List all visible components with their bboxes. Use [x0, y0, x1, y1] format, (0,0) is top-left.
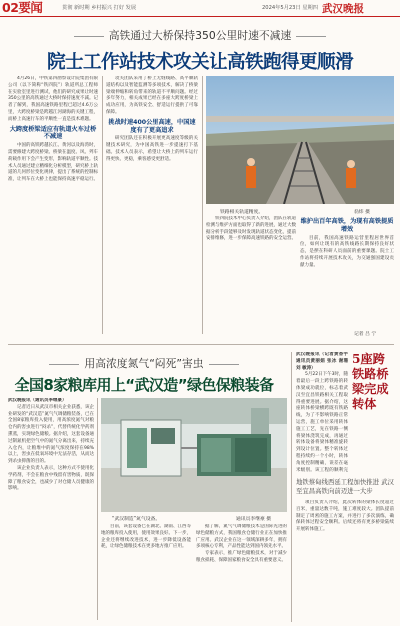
col-divider [97, 398, 98, 620]
story1-col3-text: 铁四院技术中心负责人介绍，团队在轨道检测与维护方面也取得了新的进展，通过大数据分析手段能够及时发现轨道状态变化，提前安排维修，进一步保障高速铁路的安全运营。 [206, 216, 296, 242]
page-header [0, 0, 400, 17]
col-divider [202, 76, 203, 334]
story2-lead-tag: 武汉晚报讯（通讯员李继豪） [8, 398, 67, 403]
story1-col4-text: 目前，我国高速铁路运营里程居世界首位，如何让现有的高铁线路长期保持良好状态，是摆在科研人员面前的重要课题。院士工作站将持续开展技术攻关，为交通强国建设贡献力量。 [300, 235, 394, 268]
story1-col2-text: 攻关团队采用了桥上无缝线路、高平顺轨道结构以及智能监测等多项技术，解决了桥梁梁端伸缩和转角带来的轨道不平顺问题。经过多年努力，相关成果已经在多座大跨度桥梁上成功应用，为高铁安全、舒适运行提供了可靠保障。 [106, 76, 198, 115]
sidebar-title: 5座跨铁路桥梁完成转体 [352, 352, 389, 411]
col-divider [291, 352, 292, 622]
story1-col2 [106, 76, 198, 334]
story2-col3-text: 据了解，氮气气调储粮技术是国际先进的绿色储粮方式，我国粮食仓储行业正在加快推广应用。武汉企业在这一领域深耕多年，拥有多项核心专利，产品性能达到国内领先水平。 [196, 524, 287, 550]
sidebar-body2: 项目负责人介绍，此次转体的梁体长度超过百米，重量达数千吨，施工难度较大。团队提前制定了周密的施工方案，并进行了多次演练，确保转体过程安全顺利。后续还将有更多桥梁陆续开展转体施工。 [296, 500, 394, 533]
story1-col2-subhead: 挑战时速400公里高速，中国速度有了更高追求 [108, 118, 196, 134]
story1-col1-text: 4月26日，中铁第四勘察设计院集团有限公司（以下简称“铁四院”）轨道所总工程师在实验室里进行测试，他们的研究成果让时速350公里的高铁通过大桥时保持速度不减。记者了解到，我国高速铁路里程已超过4.6万公里，大跨度桥梁是跨越江河湖海的关键工程，而桥上高速行车的平顺性一直是技术难题。 [8, 76, 98, 122]
sidebar-subtitle: 地铁蔡甸线西延工程加快推进 武汉至宜昌高铁向前迈进一大步 [296, 478, 394, 495]
railway-bridge-photo [206, 76, 394, 204]
story1-col1b-text: 中国的高铁跨越长江、黄河以及海湾时，需要修建大跨度桥梁。桥梁在温度、风、列车荷载作用下会产生变形，影响轨道平顺性。技术人员通过建立精细化分析模型，研究桥上轨道的几何形位变化规律，提出了系统的控制标准，让列车在大桥上也能保持高速平稳运行。 [8, 143, 98, 183]
story1-col1 [8, 76, 98, 334]
col-divider [102, 76, 103, 334]
story2-col2 [101, 524, 191, 620]
story2-headline: 全国8家粮库用上“武汉造”绿色保粮装备 [14, 376, 274, 394]
sidebar-lead [296, 352, 348, 472]
story1-kicker: 高铁通过大桥保持350公里时速不减速 [0, 28, 400, 43]
nitrogen-equipment-photo [101, 398, 287, 512]
page-label: 02要闻 [2, 0, 43, 15]
story2-col2-text: 目前，该套设备已在湖北、湖南、江西等地的粮库投入使用，使用效果良好。下一步，企业还将继续改进技术，进一步降低设备能耗，让绿色储粮技术在更多地方推广应用。 [101, 524, 191, 550]
sidebar-lead-tag: 武汉晚报讯（记者黄香宇 通讯员黄丽娟 张冰 谢珊 刘 敏涛） [296, 352, 348, 371]
sidebar-col2 [296, 500, 394, 620]
story2-col4-text: 专家表示，推广绿色储粮技术，对于减少粮食损耗、保障国家粮食安全具有重要意义。 [196, 551, 287, 563]
story1-col3 [206, 216, 296, 334]
header-nav: 贯彻 新时期 乡村振兴 打好 发展 [62, 5, 137, 11]
story1-headline: 院士工作站技术攻关让高铁跑得更顺滑 [47, 52, 353, 73]
sidebar-body: 5月22日下午3时，随着最后一段上跨铁路的转体梁成功就位，标志着武汉至宜昌铁路相关工程取得重要进展。据介绍，这座转体桥梁横跨既有铁路线，为了不影响铁路正常运营，施工单位采用转体施工工艺，先在铁路一侧将梁体浇筑完成，再通过转体设备将梁体精准旋转到设计位置。整个转体过程持续约一个小时，转体角度控制精确，误差在毫米级别。该工程的顺利完 [296, 372, 348, 472]
header-date: 2024年5月23日 星期四 [262, 5, 318, 11]
story2-col1b-text: 该企业负责人表示，这种方式不使用化学药剂，不会在粮食中残留有害物质，既保障了粮食安全，也减少了对仓储人员健康的影响。 [8, 465, 94, 492]
story1-col2b-text: 研究团队还在积极开展更高速度等级的关键技术研究，为中国高铁进一步提速打下基础。技术人员表示，希望让大桥上的列车运行得更快、更稳，乘客感受更舒适。 [106, 136, 198, 162]
photo-credit: 翁炜 摄 [354, 210, 370, 215]
photo2-credit: 通讯员李继豪 摄 [236, 517, 272, 522]
newspaper-logo: 武汉晚报 [322, 3, 364, 15]
story1-col4-subhead: 维护出百年高铁，为现有高铁提质增效 [300, 218, 394, 233]
story1-byline: 记者 吕 宁 [354, 332, 377, 337]
photo-caption: 铁路相关轨道精度。 [220, 210, 264, 215]
section-divider [8, 344, 394, 345]
story1-col4 [300, 216, 394, 334]
story2-col1 [8, 398, 94, 620]
story1-col1-subhead: 大跨度桥梁适应有轨道火车过桥不减速 [9, 125, 97, 141]
story2-kicker: 用高浓度氮气“闷死”害虫 [0, 356, 288, 371]
story2-col1-text: 记者近日从武汉市相关企业获悉，该企业研发的“武汉造”氮气气调储粮装备，已在全国8家粮库投入使用，用高浓度氮气对粮仓内的害虫进行“闷杀”，代替传统化学药剂熏蒸，实现绿色储粮。据介绍，这套设备通过制氮机把空气中的氮气分离出来，持续充入仓内，让粮堆中的氮气浓度保持在98%以上，害虫在低氧环境中无法存活，从而达到杀虫抑菌的目的。 [8, 404, 94, 465]
story2-col3 [196, 524, 287, 620]
photo2-caption: “武汉制造”氮气设备。 [112, 517, 161, 522]
